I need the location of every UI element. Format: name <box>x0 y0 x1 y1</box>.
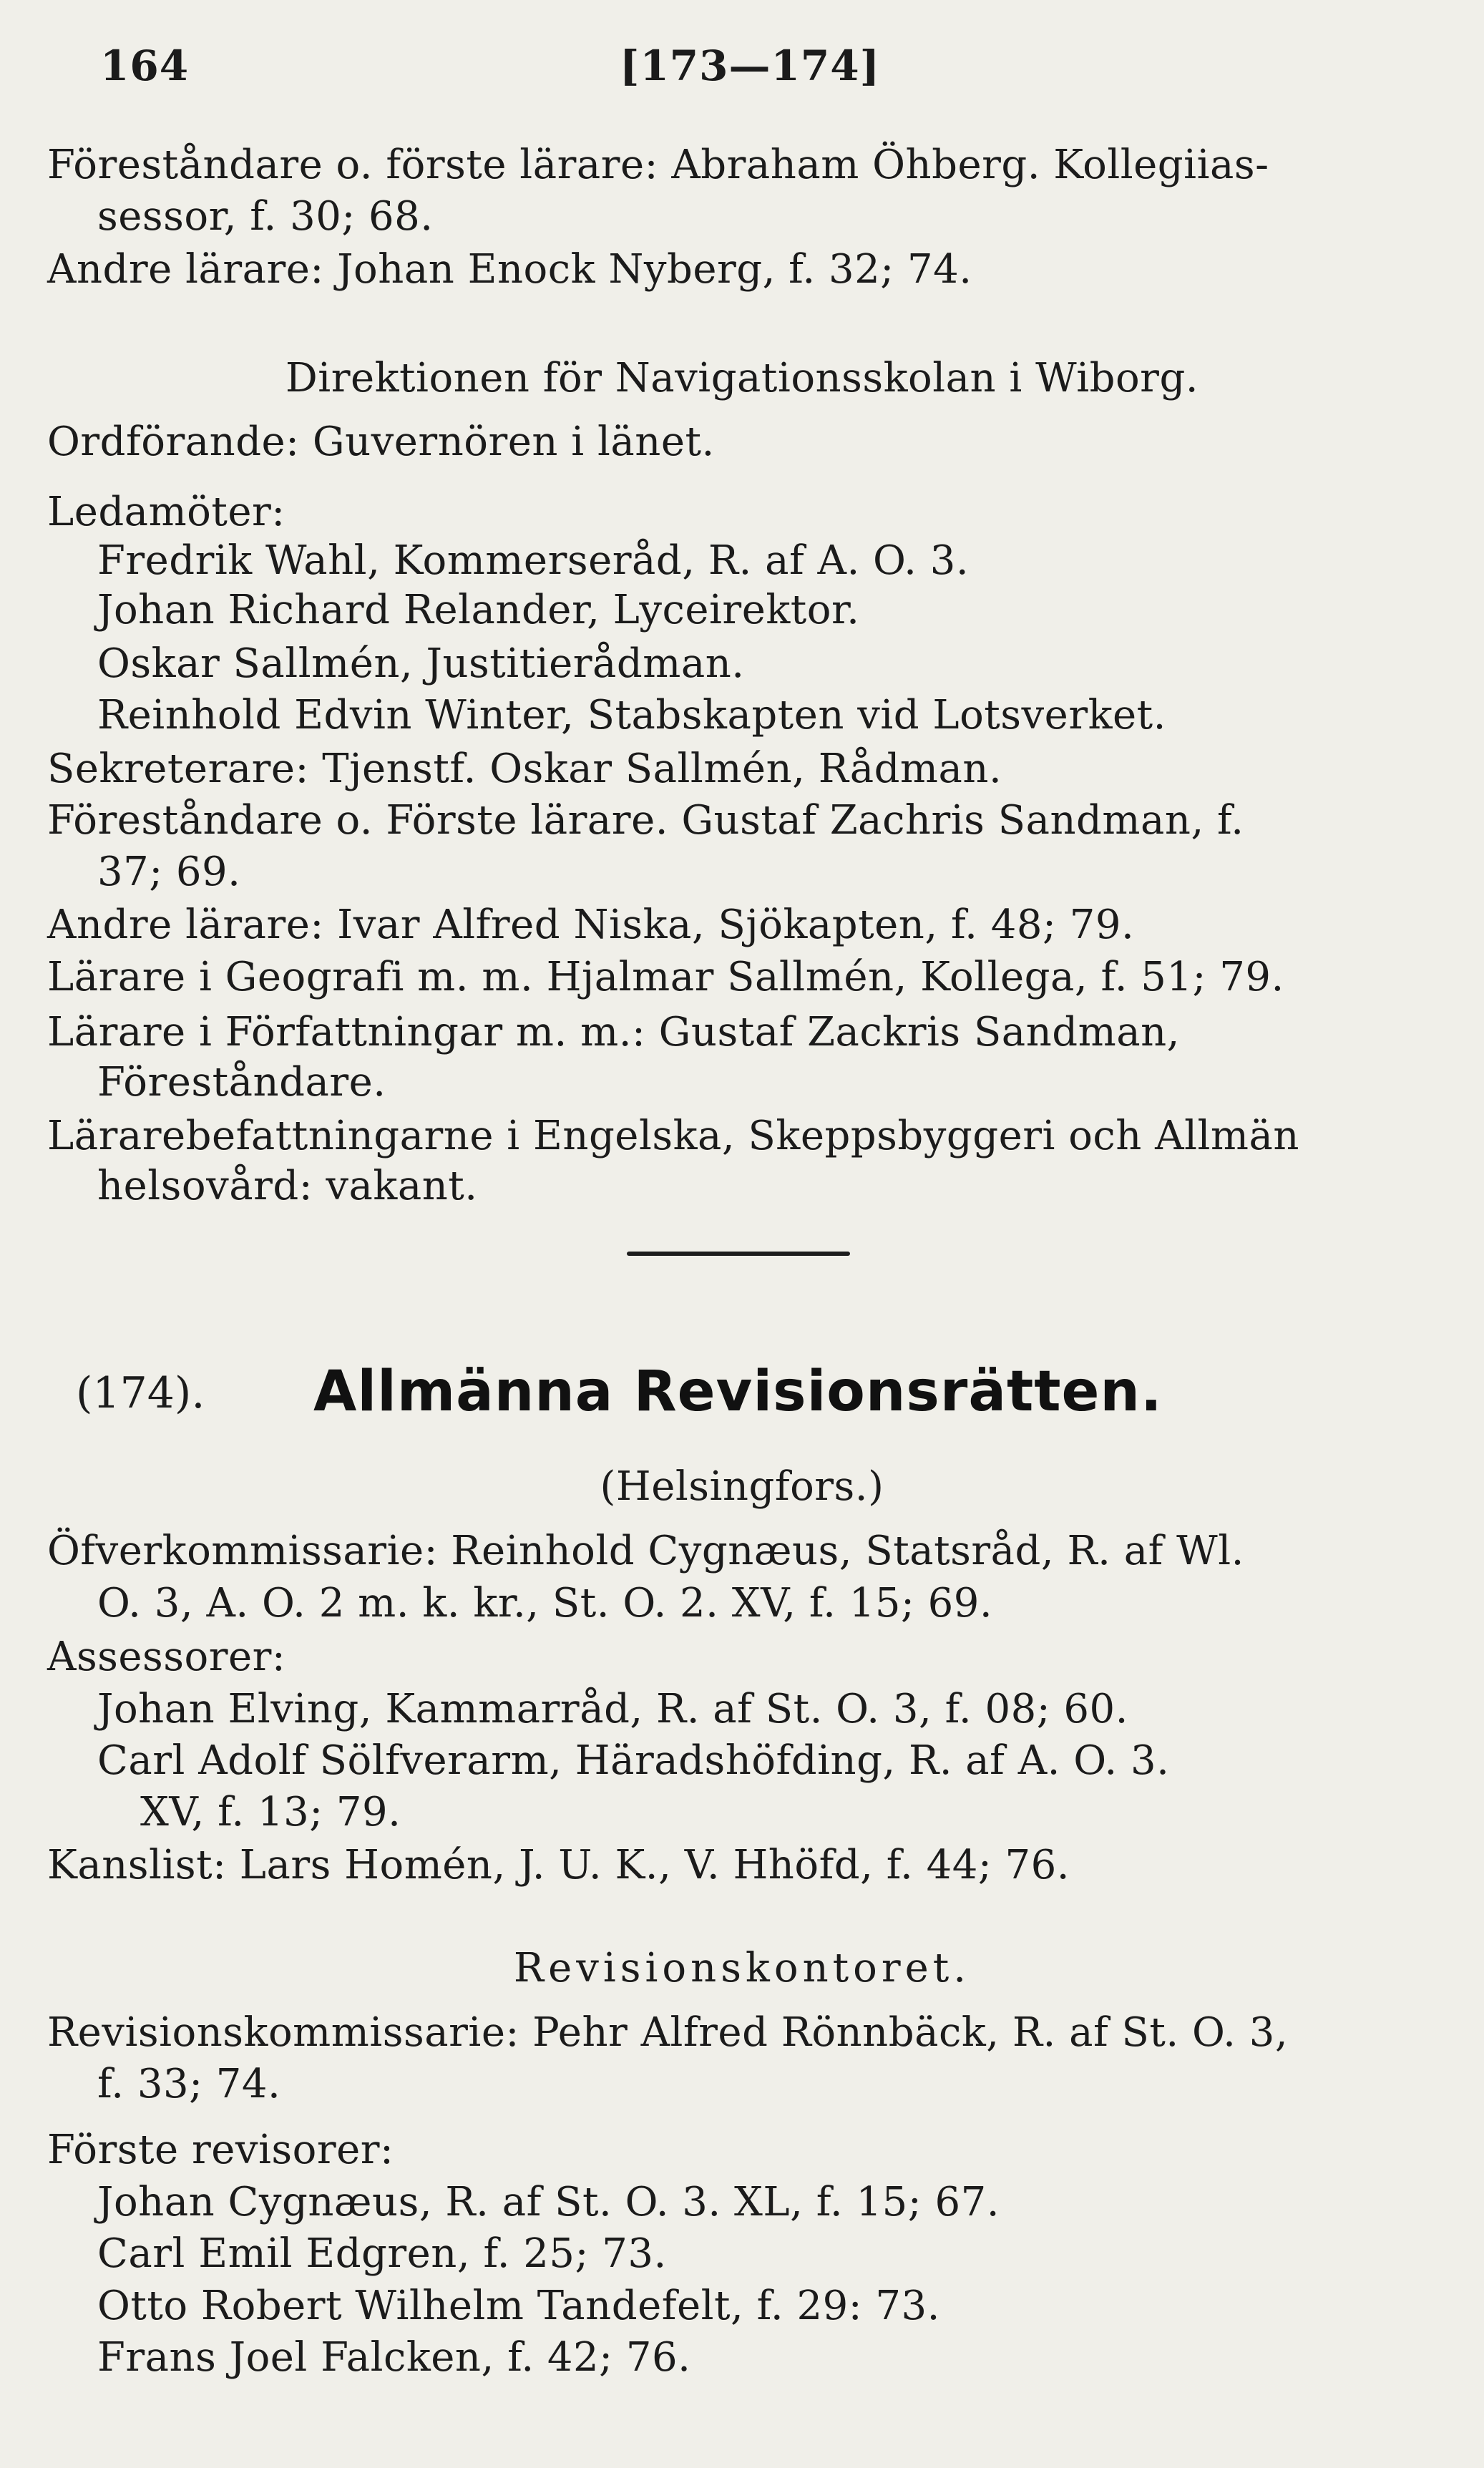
section-divider <box>627 1252 850 1256</box>
text-line: Föreståndare o. förste lärare: Abraham Öhberg. Kollegiias- <box>47 142 1269 188</box>
text-line: Kanslist: Lars Homén, J. U. K., V. Hhöfd, f. 44; 76. <box>47 1842 1070 1888</box>
text-line: f. 33; 74. <box>97 2061 281 2107</box>
section-location: (Helsingfors.) <box>600 1463 884 1510</box>
text-line: 37; 69. <box>97 849 241 895</box>
text-line: Johan Cygnæus, R. af St. O. 3. XL, f. 15; 67. <box>97 2179 1000 2225</box>
text-line: Revisionskommissarie: Pehr Alfred Rönnbäck, R. af St. O. 3, <box>47 2009 1289 2056</box>
kontoret-heading: Revisionskontoret. <box>513 1945 971 1991</box>
text-line: Ordförande: Guvernören i länet. <box>47 419 715 465</box>
page-number: 164 <box>100 42 190 90</box>
text-line: Reinhold Edvin Winter, Stabskapten vid Lotsverket. <box>97 692 1166 738</box>
text-line: XV, f. 13; 79. <box>140 1789 401 1835</box>
text-line: Förste revisorer: <box>47 2127 394 2173</box>
text-line: Öfverkommissarie: Reinhold Cygnæus, Statsråd, R. af Wl. <box>47 1528 1244 1574</box>
text-line: Lärare i Författningar m. m.: Gustaf Zackris Sandman, <box>47 1009 1180 1055</box>
text-line: Lärarebefattningarne i Engelska, Skeppsbyggeri och Allmän <box>47 1113 1299 1159</box>
text-line: Fredrik Wahl, Kommerseråd, R. af A. O. 3. <box>97 537 970 584</box>
text-line: Johan Richard Relander, Lyceirektor. <box>97 587 860 633</box>
text-line: Carl Adolf Sölfverarm, Häradshöfding, R. af A. O. 3. <box>97 1737 1170 1784</box>
text-line: Föreståndare. <box>97 1059 386 1106</box>
section-title: Allmänna Revisionsrätten. <box>313 1360 1163 1424</box>
text-line: O. 3, A. O. 2 m. k. kr., St. O. 2. XV, f. 15; 69. <box>97 1580 993 1626</box>
text-line: Oskar Sallmén, Justitierådman. <box>97 640 745 687</box>
text-line: Lärare i Geografi m. m. Hjalmar Sallmén, Kollega, f. 51; 79. <box>47 954 1284 1000</box>
text-line: Otto Robert Wilhelm Tandefelt, f. 29: 73. <box>97 2283 940 2329</box>
text-line: Sekreterare: Tjenstf. Oskar Sallmén, Rådman. <box>47 746 1002 792</box>
text-line: Assessorer: <box>47 1634 286 1680</box>
text-line: Carl Emil Edgren, f. 25; 73. <box>97 2230 667 2277</box>
section-range: [173—174] <box>620 42 881 90</box>
text-line: Andre lärare: Ivar Alfred Niska, Sjökapten, f. 48; 79. <box>47 902 1135 948</box>
text-line: helsovård: vakant. <box>97 1163 478 1209</box>
text-line: Föreståndare o. Förste lärare. Gustaf Zachris Sandman, f. <box>47 797 1244 844</box>
section-number: (174). <box>76 1368 205 1418</box>
text-line: Andre lärare: Johan Enock Nyberg, f. 32; 74. <box>47 246 972 293</box>
text-line: Ledamöter: <box>47 489 285 535</box>
wiborg-heading: Direktionen för Navigationsskolan i Wiborg. <box>285 355 1199 401</box>
text-line: Johan Elving, Kammarråd, R. af St. O. 3, f. 08; 60. <box>97 1686 1128 1732</box>
text-line: Frans Joel Falcken, f. 42; 76. <box>97 2334 691 2381</box>
text-line: sessor, f. 30; 68. <box>97 193 434 240</box>
